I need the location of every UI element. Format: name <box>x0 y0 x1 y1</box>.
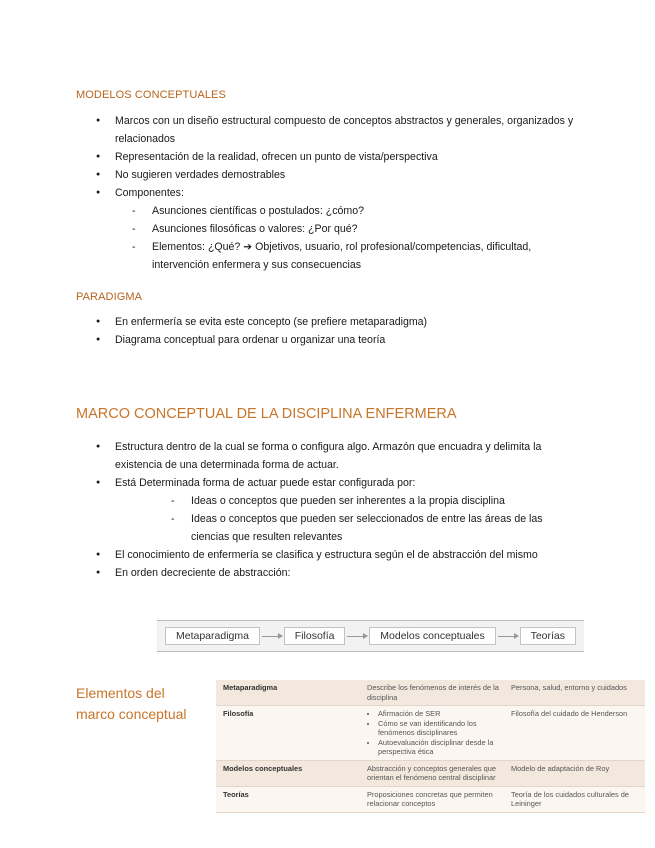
row-name: Filosofía <box>216 706 360 761</box>
section-title-marco: MARCO CONCEPTUAL DE LA DISCIPLINA ENFERMERA <box>76 406 457 422</box>
modelos-list <box>96 112 576 274</box>
list-item <box>96 474 576 546</box>
row-name: Modelos conceptuales <box>216 760 360 786</box>
list-item: ● Marcos con un diseño estructural compuesto de conceptos abstractos y generales, organizados y relacionados <box>96 112 576 148</box>
flow-box-teorias: Teorías <box>520 627 576 645</box>
elementos-title: Elementos del marco conceptual <box>76 685 187 722</box>
row-desc: Abstracción y conceptos generales que orientan el fenómeno central disciplinar <box>360 760 504 786</box>
configurada-label: Está Determinada forma de actuar puede estar configurada por: <box>115 477 416 489</box>
arrow-right-icon <box>262 636 282 637</box>
row-example: Persona, salud, entorno y cuidados <box>504 680 645 706</box>
componentes-label: Componentes: <box>115 187 184 199</box>
abstraction-flow-diagram <box>157 620 584 652</box>
flow-box-filosofia: Filosofía <box>284 627 346 645</box>
list-item: - Ideas o conceptos que pueden ser seleccionados de entre las áreas de las ciencias que resulten relevantes <box>171 510 571 546</box>
row-name: Metaparadigma <box>216 680 360 706</box>
list-item: - Asunciones científicas o postulados: ¿cómo? <box>132 202 576 220</box>
table-row <box>216 786 645 812</box>
table-row <box>216 680 645 706</box>
paradigma-list <box>96 313 576 349</box>
list-item: - Asunciones filosóficas o valores: ¿Por qué? <box>132 220 576 238</box>
list-item: • Afirmación de SER <box>378 709 499 719</box>
section-title-paradigma: PARADIGMA <box>76 291 143 303</box>
list-item: ● En enfermería se evita este concepto (se prefiere metaparadigma) <box>96 313 576 331</box>
list-item: - Elementos: ¿Qué? ➔ Objetivos, usuario, rol profesional/competencias, dificultad, intervención enfermera y sus consecuencias <box>132 238 576 274</box>
table-row <box>216 706 645 761</box>
list-item: ● Diagrama conceptual para ordenar u organizar una teoría <box>96 331 576 349</box>
row-example: Modelo de adaptación de Roy <box>504 760 645 786</box>
list-item: ● No sugieren verdades demostrables <box>96 166 576 184</box>
marco-list <box>96 438 576 582</box>
filosofia-desc-list <box>367 709 499 757</box>
list-item: ● El conocimiento de enfermería se clasifica y estructura según el de abstracción del mismo <box>96 546 576 564</box>
configurada-list <box>171 492 571 546</box>
row-desc <box>360 706 504 761</box>
list-item: • Autoevaluación disciplinar desde la perspectiva ética <box>378 738 499 757</box>
list-item: ● Estructura dentro de la cual se forma o configura algo. Armazón que encuadra y delimita la existencia de una determinada forma de actuar. <box>96 438 576 474</box>
flow-box-modelos: Modelos conceptuales <box>369 627 495 645</box>
list-item: • Cómo se van identificando los fenómenos disciplinares <box>378 719 499 738</box>
table-row <box>216 760 645 786</box>
list-item: ● En orden decreciente de abstracción: <box>96 564 576 582</box>
elementos-table <box>216 680 645 813</box>
row-example: Filosofía del cuidado de Henderson <box>504 706 645 761</box>
row-name: Teorías <box>216 786 360 812</box>
section-title-modelos: MODELOS CONCEPTUALES <box>76 89 226 101</box>
list-item: - Ideas o conceptos que pueden ser inherentes a la propia disciplina <box>171 492 571 510</box>
row-desc: Describe los fenómenos de interés de la disciplina <box>360 680 504 706</box>
arrow-right-icon <box>347 636 367 637</box>
arrow-right-icon <box>498 636 518 637</box>
list-item: ● Representación de la realidad, ofrecen un punto de vista/perspectiva <box>96 148 576 166</box>
flow-box-metaparadigma: Metaparadigma <box>165 627 260 645</box>
row-example: Teoría de los cuidados culturales de Leininger <box>504 786 645 812</box>
componentes-list <box>132 202 576 274</box>
list-item <box>96 184 576 274</box>
row-desc: Proposiciones concretas que permiten relacionar conceptos <box>360 786 504 812</box>
